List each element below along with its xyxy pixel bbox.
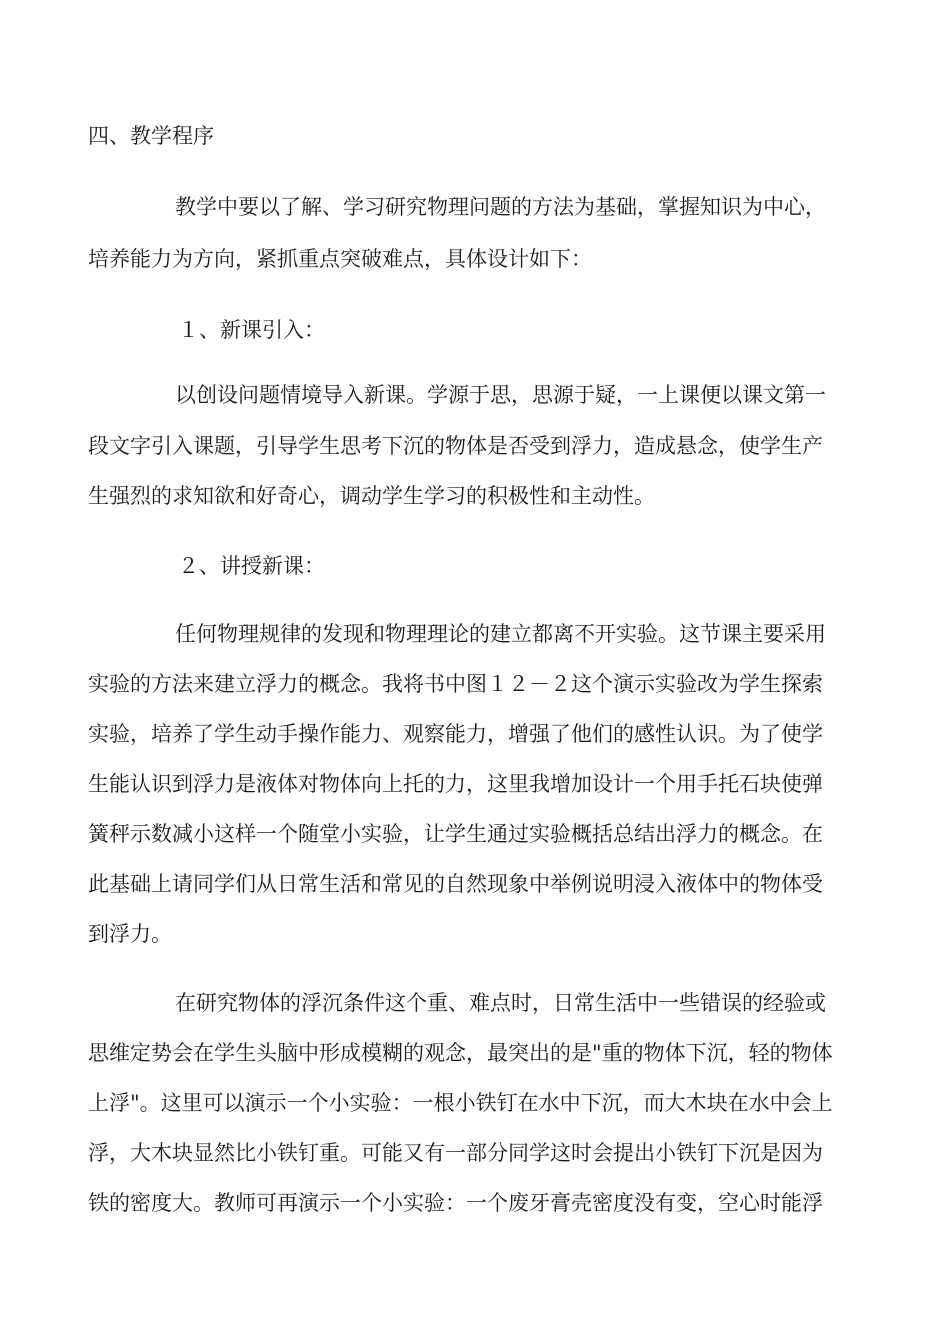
paragraph-line: 实验，培养了学生动手操作能力、观察能力，增强了他们的感性认识。为了使学 bbox=[88, 722, 823, 746]
paragraph-line: 上浮"。这里可以演示一个小实验：一根小铁钉在水中下沉，而大木块在水中会上 bbox=[88, 1091, 833, 1115]
subsection-heading: １、新课引入： bbox=[178, 318, 325, 342]
section-heading: 四、教学程序 bbox=[88, 124, 214, 148]
paragraph-line: 生能认识到浮力是液体对物体向上托的力，这里我增加设计一个用手托石块使弹 bbox=[88, 772, 823, 796]
paragraph-line: 此基础上请同学们从日常生活和常见的自然现象中举例说明浸入液体中的物体受 bbox=[88, 872, 823, 896]
paragraph-line: 培养能力为方向，紧抓重点突破难点，具体设计如下： bbox=[88, 247, 592, 271]
paragraph-line: 铁的密度大。教师可再演示一个小实验：一个废牙膏壳密度没有变，空心时能浮 bbox=[88, 1191, 823, 1215]
paragraph-line: 教学中要以了解、学习研究物理问题的方法为基础，掌握知识为中心， bbox=[175, 195, 826, 219]
paragraph-line: 思维定势会在学生头脑中形成模糊的观念，最突出的是"重的物体下沉，轻的物体 bbox=[88, 1041, 833, 1065]
paragraph-line: 以创设问题情境导入新课。学源于思，思源于疑，一上课便以课文第一 bbox=[175, 383, 826, 407]
paragraph-line: 实验的方法来建立浮力的概念。我将书中图１２－２这个演示实验改为学生探索 bbox=[88, 672, 823, 696]
paragraph-line: 浮，大木块显然比小铁钉重。可能又有一部分同学这时会提出小铁钉下沉是因为 bbox=[88, 1141, 823, 1165]
subsection-heading: ２、讲授新课： bbox=[178, 554, 325, 578]
paragraph-line: 段文字引入课题，引导学生思考下沉的物体是否受到浮力，造成悬念，使学生产 bbox=[88, 434, 823, 458]
paragraph-line: 在研究物体的浮沉条件这个重、难点时，日常生活中一些错误的经验或 bbox=[175, 991, 826, 1015]
paragraph-line: 到浮力。 bbox=[88, 922, 172, 946]
paragraph-line: 生强烈的求知欲和好奇心，调动学生学习的积极性和主动性。 bbox=[88, 484, 655, 508]
paragraph-line: 任何物理规律的发现和物理理论的建立都离不开实验。这节课主要采用 bbox=[175, 622, 826, 646]
paragraph-line: 簧秤示数减小这样一个随堂小实验，让学生通过实验概括总结出浮力的概念。在 bbox=[88, 822, 823, 846]
